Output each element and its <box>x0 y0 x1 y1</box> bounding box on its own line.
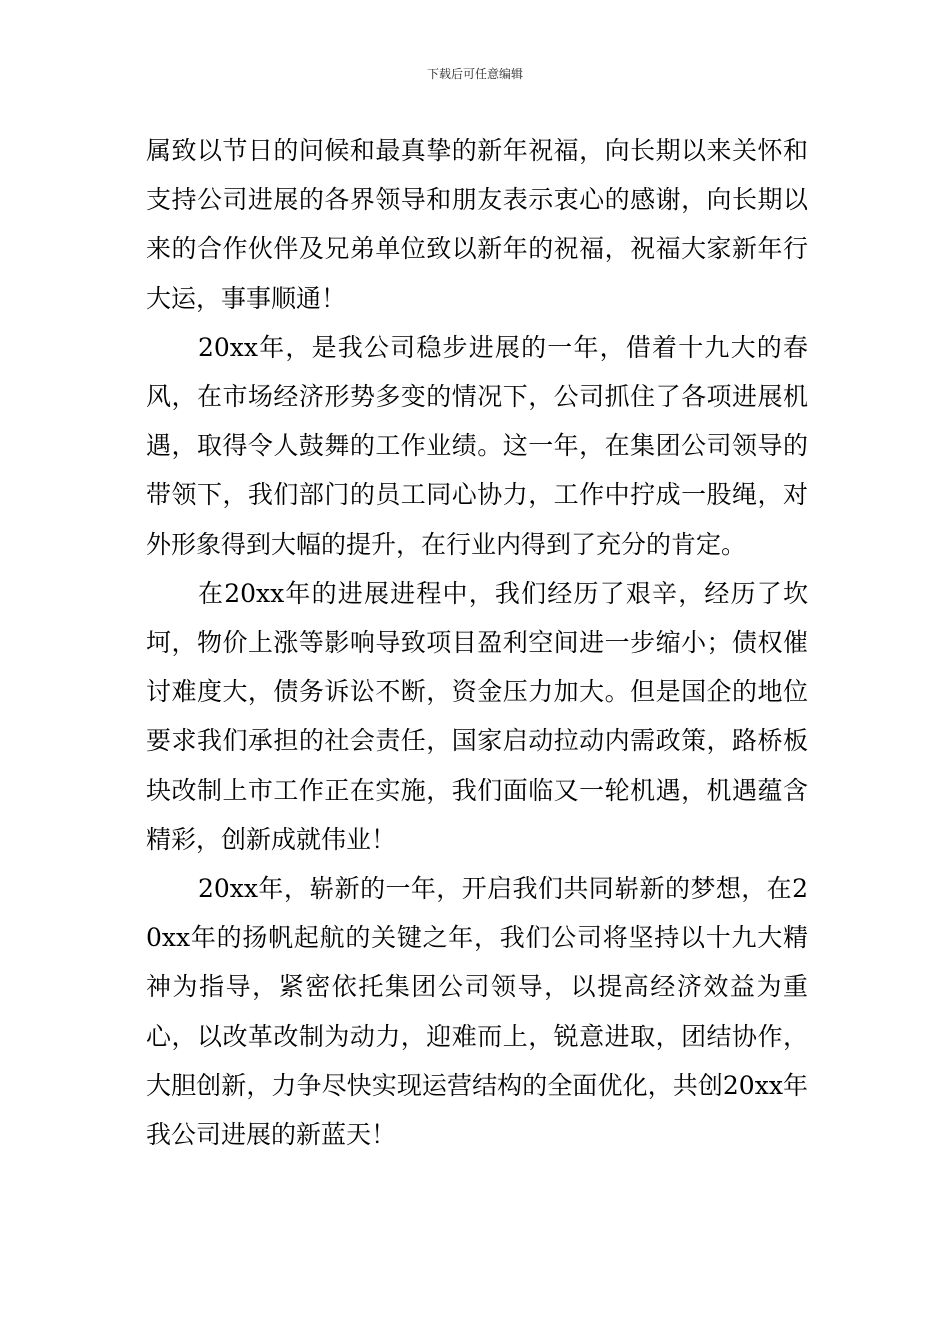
paragraph-4: 20xx年，崭新的一年，开启我们共同崭新的梦想，在20xx年的扬帆起航的关键之年，我们公司将坚持以十九大精神为指导，紧密依托集团公司领导，以提高经济效益为重心，以改革改制为动力，迎难而上，锐意进取，团结协作，大胆创新，力争尽快实现运营结构的全面优化，共创20xx年我公司进展的新蓝天！ <box>146 874 808 1150</box>
document-body <box>146 126 808 1159</box>
paragraph-3: 在20xx年的进展进程中，我们经历了艰辛，经历了坎坷，物价上涨等影响导致项目盈利空间进一步缩小；债权催讨难度大，债务诉讼不断，资金压力加大。但是国企的地位要求我们承担的社会责任，国家启动拉动内需政策，路桥板块改制上市工作正在实施，我们面临又一轮机遇，机遇蕴含精彩，创新成就伟业！ <box>146 578 808 854</box>
paragraph-1: 属致以节日的问候和最真挚的新年祝福，向长期以来关怀和支持公司进展的各界领导和朋友表示衷心的感谢，向长期以来的合作伙伴及兄弟单位致以新年的祝福，祝福大家新年行大运，事事顺通！ <box>146 136 808 313</box>
header-note: 下载后可任意编辑 <box>426 67 523 81</box>
paragraph-2: 20xx年，是我公司稳步进展的一年，借着十九大的春风，在市场经济形势多变的情况下，公司抓住了各项进展机遇，取得令人鼓舞的工作业绩。这一年，在集团公司领导的带领下，我们部门的员工同心协力，工作中拧成一股绳，对外形象得到大幅的提升，在行业内得到了充分的肯定。 <box>146 332 808 559</box>
